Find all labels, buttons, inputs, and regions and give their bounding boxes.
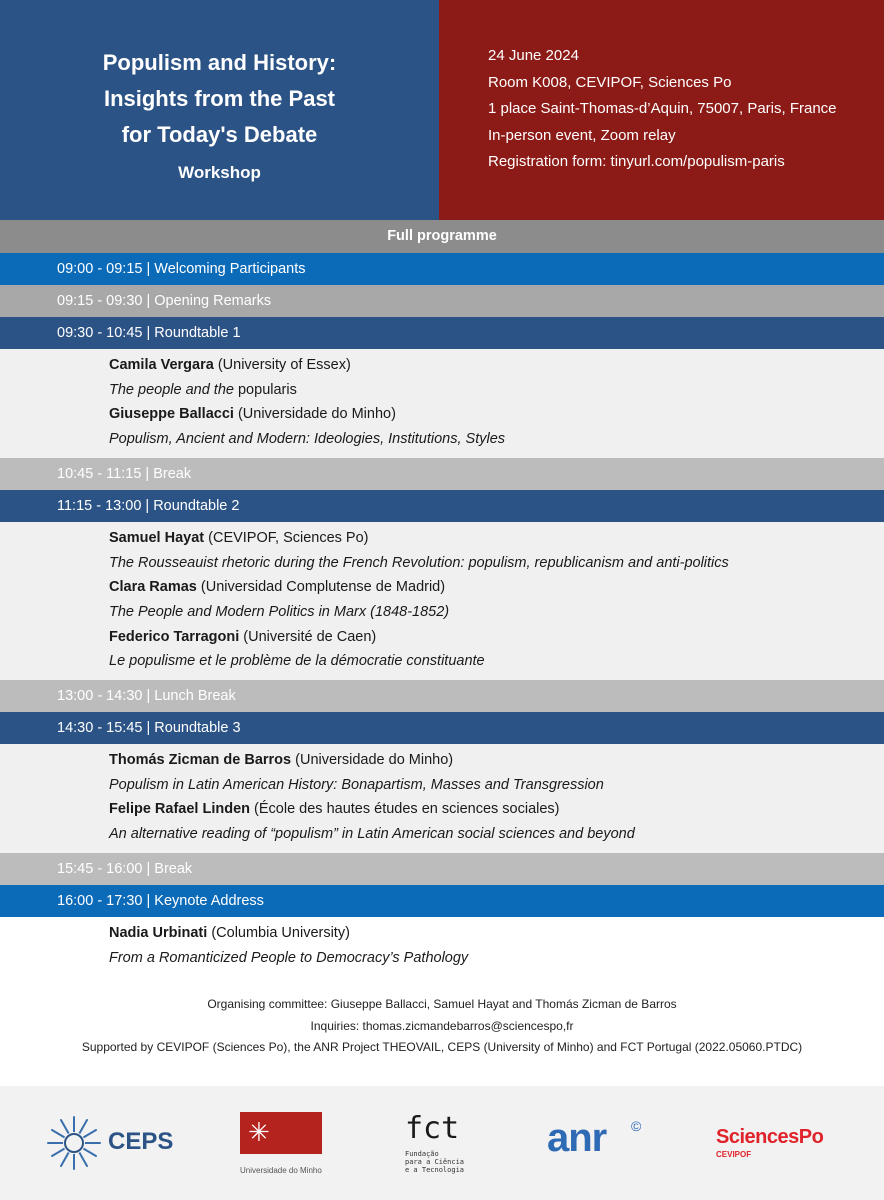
speaker-name: Felipe Rafael Linden: [109, 801, 250, 818]
slot-keynote: 16:00 - 17:30 | Keynote Address: [0, 885, 884, 917]
speaker-line: [109, 797, 884, 822]
anr-mark: ©: [631, 1118, 642, 1134]
speaker-name: Clara Ramas: [109, 579, 197, 596]
slot-break-1: 10:45 - 11:15 | Break: [0, 458, 884, 490]
speaker-affiliation: (Universidad Complutense de Madrid): [196, 579, 446, 596]
title-line-2: Insights from the Past: [103, 86, 336, 111]
slot-welcome: 09:00 - 09:15 | Welcoming Participants: [0, 253, 884, 285]
speaker-line: [109, 402, 884, 427]
ceps-logo: [46, 1114, 176, 1172]
roundtable-3-details: [0, 744, 884, 853]
speaker-name: Thomás Zicman de Barros: [109, 752, 292, 769]
organising-committee: Organising committee: Giuseppe Ballacci, Samuel Hayat and Thomás Zicman de Barros: [207, 997, 677, 1011]
inquiries[interactable]: Inquiries: thomas.zicmandebarros@sciencespo,fr: [310, 1018, 574, 1033]
speaker-line: [109, 575, 884, 600]
speaker-affiliation: (CEVIPOF, Sciences Po): [204, 529, 369, 546]
event-room: Room K008, CEVIPOF, Sciences Po: [488, 73, 732, 91]
roundtable-2-details: [0, 522, 884, 680]
event-address: 1 place Saint-Thomas-d’Aquin, 75007, Paris, France: [488, 100, 837, 117]
speaker-line: [109, 921, 884, 946]
fct-sub-3: e a Tecnologia: [405, 1166, 465, 1174]
slot-break-2: 15:45 - 16:00 | Break: [0, 853, 884, 885]
programme-title: Full programme: [0, 220, 884, 253]
ceps-wordmark: CEPS: [108, 1128, 174, 1155]
registration-link[interactable]: Registration form: tinyurl.com/populism-paris: [488, 153, 785, 170]
uminho-star-icon: ✳: [248, 1117, 270, 1147]
title-panel: [0, 0, 439, 220]
speaker-affiliation: (École des hautes études en sciences sociales): [250, 801, 560, 818]
speaker-name: Giuseppe Ballacci: [109, 406, 234, 423]
speaker-name: Nadia Urbinati: [109, 924, 208, 941]
speaker-line: [109, 526, 884, 551]
slot-roundtable-1: 09:30 - 10:45 | Roundtable 1: [0, 317, 884, 349]
speaker-affiliation: (Universidade do Minho): [233, 406, 396, 423]
programme: [0, 220, 884, 976]
subtitle: Workshop: [178, 163, 261, 182]
logo-strip: [0, 1086, 884, 1200]
sciencespo-wordmark: SciencesPo: [716, 1126, 824, 1148]
speaker-affiliation: (Université de Caen): [239, 628, 377, 645]
speaker-affiliation: (Columbia University): [207, 924, 350, 941]
event-date: 24 June 2024: [488, 47, 579, 64]
slot-roundtable-3: 14:30 - 15:45 | Roundtable 3: [0, 712, 884, 744]
speaker-name: Camila Vergara: [109, 357, 214, 373]
talk-title-tail: popularis: [233, 381, 297, 398]
talk-title: From a Romanticized People to Democracy’s Pathology: [109, 949, 469, 966]
keynote-details: [0, 917, 884, 976]
uminho-mark: [240, 1112, 322, 1154]
talk-title: Populism in Latin American History: Bonapartism, Masses and Transgression: [109, 776, 604, 793]
fct-wordmark: fct: [405, 1111, 460, 1146]
speaker-name: Samuel Hayat: [109, 529, 205, 546]
info-panel: [439, 0, 884, 220]
title-line-1: Populism and History:: [102, 50, 337, 75]
sciencespo-logo: [716, 1126, 836, 1166]
speaker-name: Federico Tarragoni: [109, 628, 240, 645]
talk-title: Populism, Ancient and Modern: Ideologies, Institutions, Styles: [109, 431, 506, 448]
uminho-caption: Universidade do Minho: [240, 1166, 322, 1175]
uminho-logo: [240, 1112, 322, 1178]
anr-wordmark: anr: [547, 1116, 607, 1160]
talk-title: Le populisme et le problème de la démocratie constituante: [109, 653, 485, 670]
footer-notes: [0, 994, 884, 1059]
fct-logo: [405, 1111, 485, 1176]
speaker-affiliation: (Universidade do Minho): [291, 752, 454, 769]
cevipof-caption: CEVIPOF: [716, 1150, 752, 1159]
speaker-line: [109, 625, 884, 650]
talk-title-italic: The people and the: [109, 381, 234, 398]
anr-logo: [547, 1116, 657, 1166]
speaker-line: [109, 353, 884, 378]
ceps-burst-icon: [46, 1114, 102, 1172]
header-banner: [0, 0, 884, 220]
support-note: Supported by CEVIPOF (Sciences Po), the ANR Project THEOVAIL, CEPS (University of Minho) and FCT Portugal (2022.05060.PTDC): [81, 1040, 803, 1054]
talk-title: The People and Modern Politics in Marx (1848-1852): [109, 603, 450, 620]
slot-roundtable-2: 11:15 - 13:00 | Roundtable 2: [0, 490, 884, 522]
talk-title: [109, 378, 884, 403]
speaker-affiliation: (University of Essex): [213, 357, 351, 373]
talk-title: An alternative reading of “populism” in Latin American social sciences and beyond: [109, 826, 635, 843]
title-line-3: for Today's Debate: [121, 122, 318, 147]
slot-opening: 09:15 - 09:30 | Opening Remarks: [0, 285, 884, 317]
talk-title: The Rousseauist rhetoric during the French Revolution: populism, republicanism and anti-politics: [109, 554, 729, 571]
event-format: In-person event, Zoom relay: [488, 126, 676, 144]
roundtable-1-details: [0, 349, 884, 458]
speaker-line: [109, 748, 884, 773]
fct-sub-1: Fundação: [405, 1150, 439, 1158]
slot-lunch: 13:00 - 14:30 | Lunch Break: [0, 680, 884, 712]
fct-sub-2: para a Ciência: [405, 1158, 465, 1166]
